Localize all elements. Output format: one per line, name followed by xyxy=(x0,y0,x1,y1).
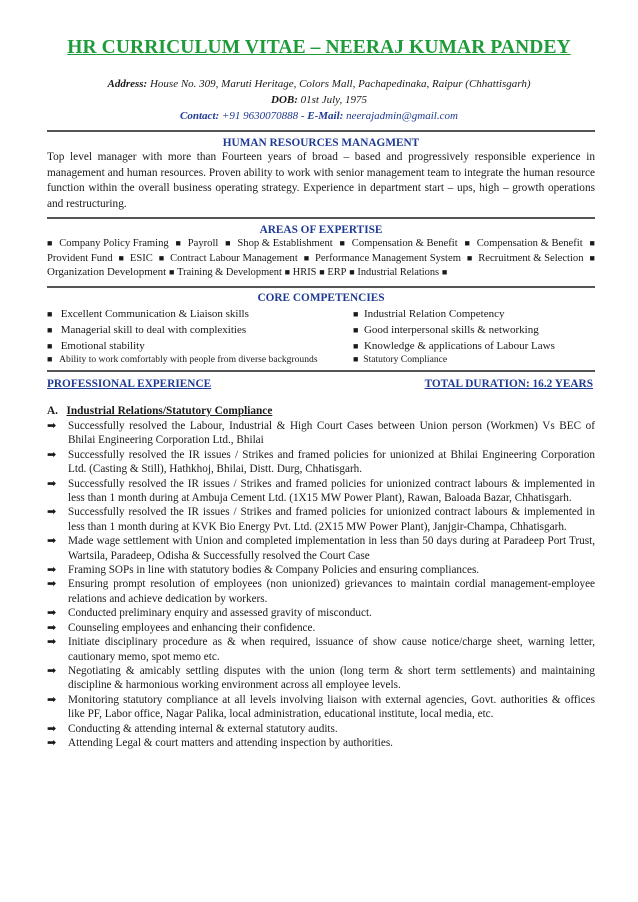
list-item: ➡ Conducted preliminary enquiry and assessed gravity of misconduct. xyxy=(47,607,372,620)
arrow-bullet-icon: ➡ xyxy=(47,664,57,677)
arrow-bullet-icon: ➡ xyxy=(47,722,57,735)
divider xyxy=(47,217,595,219)
list-item: ➡ Framing SOPs in line with statutory bodies & Company Policies and ensuring compliances. xyxy=(47,564,480,577)
expertise-item: Provident Fund xyxy=(47,253,113,264)
address-value: House No. 309, Maruti Heritage, Colors Mall, Pachapedinaka, Raipur (Chhattisgarh) xyxy=(149,78,531,90)
competency-right-4: ■ Statutory Compliance xyxy=(353,354,448,365)
expertise-item: Contract Labour Management xyxy=(170,253,298,264)
list-item: ➡ Successfully resolved the IR issues / Strikes and framed policies for unionized contract labours & implemented in less than 1 month during at KVK Bio Energy Pvt. Ltd. (2X15 MW Power Plant), Janjgir-Champa, Chhatisgarh. xyxy=(47,506,595,533)
expertise-item: Compensation & Benefit xyxy=(351,238,458,249)
expertise-item: Shop & Establishment xyxy=(237,238,333,249)
competency-left-1: ■ Excellent Communication & Liaison skills xyxy=(47,308,249,320)
subsection-heading xyxy=(47,405,272,417)
expertise-item: ESIC xyxy=(129,253,153,264)
list-item: ➡ Counseling employees and enhancing their confidence. xyxy=(47,621,316,634)
expertise-line-1: ■ Company Policy Framing ■ Payroll ■ Shop & Establishment ■ Compensation & Benefit ■ Compensation & Benefit ■ xyxy=(47,238,595,249)
experience-heading: PROFESSIONAL EXPERIENCE xyxy=(47,378,212,390)
arrow-bullet-icon: ➡ xyxy=(47,506,57,519)
expertise-item: Organization Development xyxy=(47,266,167,278)
arrow-bullet-icon: ➡ xyxy=(47,448,57,461)
arrow-bullet-icon: ➡ xyxy=(47,535,57,548)
arrow-bullet-icon: ➡ xyxy=(47,578,57,591)
contact-label: Contact: xyxy=(180,110,220,122)
total-duration: TOTAL DURATION: 16.2 YEARS xyxy=(424,378,593,390)
expertise-line-3: Organization Development ■ Training & Development ■ HRIS ■ ERP ■ Industrial Relations ■ xyxy=(47,266,448,278)
list-item: ➡ Ensuring prompt resolution of employees (non unionized) grievances to maintain cordial management-employee relations and achieve dedication by workers. xyxy=(47,578,595,605)
list-item: ➡ Monitoring statutory compliance at all levels involving liaison with external agencies, Govt. authorities & offices like PF, Labor office, Nagar Palika, local administration, educational institute, local media, etc. xyxy=(47,693,595,721)
divider xyxy=(47,130,595,132)
expertise-item: HRIS xyxy=(292,267,317,278)
expertise-item: Compensation & Benefit xyxy=(476,238,583,249)
list-item: ➡ Initiate disciplinary procedure as & when required, issuance of show cause notice/charge sheet, warning letter, cautionary memo, spot memo etc. xyxy=(47,636,595,663)
expertise-item: Recruitment & Selection xyxy=(478,253,584,264)
list-item: ➡ Attending Legal & court matters and attending inspection by authorities. xyxy=(47,736,393,749)
address-line xyxy=(0,78,638,90)
arrow-bullet-icon: ➡ xyxy=(47,420,57,432)
expertise-item: ERP xyxy=(327,267,347,278)
dob-value: 01st July, 1975 xyxy=(300,94,367,106)
expertise-heading: AREAS OF EXPERTISE xyxy=(259,224,383,236)
list-item: ➡ Made wage settlement with Union and completed implementation in less than 50 days during at Paradeep Port Trust, Wartsila, Paradeep, Odisha & Successfully resolved the Court Case xyxy=(47,535,595,562)
competency-right-2: ■ Good interpersonal skills & networking xyxy=(353,324,539,336)
resume-title: HR CURRICULUM VITAE – NEERAJ KUMAR PANDEY xyxy=(67,37,571,58)
experience-bullet-list xyxy=(47,419,595,750)
competency-left-2: ■ Managerial skill to deal with complexities xyxy=(47,324,247,336)
divider xyxy=(47,370,595,372)
competency-right-3: ■ Knowledge & applications of Labour Laws xyxy=(353,340,555,352)
email-value: neerajadmin@gmail.com xyxy=(346,110,458,122)
dob-line xyxy=(0,94,638,106)
competencies-heading: CORE COMPETENCIES xyxy=(257,292,385,304)
hr-summary-paragraph: Top level manager with more than Fourteen years of broad – based and progressively responsible experience in management and human resources. Proven ability to work with senior management team to integrate the human resource function within the overall business operating strategy. Experience in department start – ups, high – growth operations and restructuring. xyxy=(47,151,595,210)
list-item: ➡ Negotiating & amicably settling disputes with the union (long term & short term settlements) and maintaining discipline & harmonious working environment across all employee levels. xyxy=(47,664,595,692)
expertise-item: Payroll xyxy=(187,238,219,249)
arrow-bullet-icon: ➡ xyxy=(47,636,57,649)
competency-left-4: ■ Ability to work comfortably with people from diverse backgrounds xyxy=(47,354,318,365)
list-item: ➡ Successfully resolved the IR issues / Strikes and framed policies for unionized at Bhilai Engineering Corporation Ltd. (Casting & Still), Hathkhoj, Bhilai, Distt. Durg, Chhatisgarh. xyxy=(47,448,595,476)
email-label: E-Mail: xyxy=(307,110,344,122)
subsection-title: Industrial Relations/Statutory Compliance xyxy=(66,405,273,417)
expertise-item: Company Policy Framing xyxy=(59,238,169,249)
expertise-item: Industrial Relations xyxy=(357,267,440,278)
contact-line xyxy=(0,110,638,122)
hr-section-heading: HUMAN RESOURCES MANAGMENT xyxy=(222,137,420,149)
expertise-line-2: Provident Fund ■ ESIC ■ Contract Labour Management ■ Performance Management System ■ Recruitment & Selection ■ xyxy=(47,253,595,264)
dob-label: DOB: xyxy=(271,94,298,106)
arrow-bullet-icon: ➡ xyxy=(47,477,57,490)
arrow-bullet-icon: ➡ xyxy=(47,564,57,577)
list-item: ➡ Successfully resolved the IR issues / Strikes and framed policies for unionized contract labours & implemented in less than 1 month during at Ambuja Cement Ltd. (1X15 MW Power Plant), Rawan, Baloada Bazar, Chhatisgarh. xyxy=(47,477,595,505)
expertise-item: Performance Management System xyxy=(315,253,461,264)
arrow-bullet-icon: ➡ xyxy=(47,607,57,620)
arrow-bullet-icon: ➡ xyxy=(47,621,57,634)
contact-value: +91 9630070888 - xyxy=(221,110,305,122)
divider xyxy=(47,286,595,288)
competency-left-3: ■ Emotional stability xyxy=(47,340,145,352)
competency-right-1: ■ Industrial Relation Competency xyxy=(353,308,505,320)
arrow-bullet-icon: ➡ xyxy=(47,693,57,706)
expertise-item: Training & Development xyxy=(177,267,282,278)
list-item: ➡ Conducting & attending internal & external statutory audits. xyxy=(47,722,338,735)
arrow-bullet-icon: ➡ xyxy=(47,736,57,749)
subsection-letter: A. xyxy=(47,405,58,417)
list-item: ➡ Successfully resolved the Labour, Industrial & High Court Cases between Union person (Workmen) Vs BEC of Bhilai Engineering Corporation Ltd., Bhilai xyxy=(47,420,595,447)
address-label: Address: xyxy=(107,78,148,90)
